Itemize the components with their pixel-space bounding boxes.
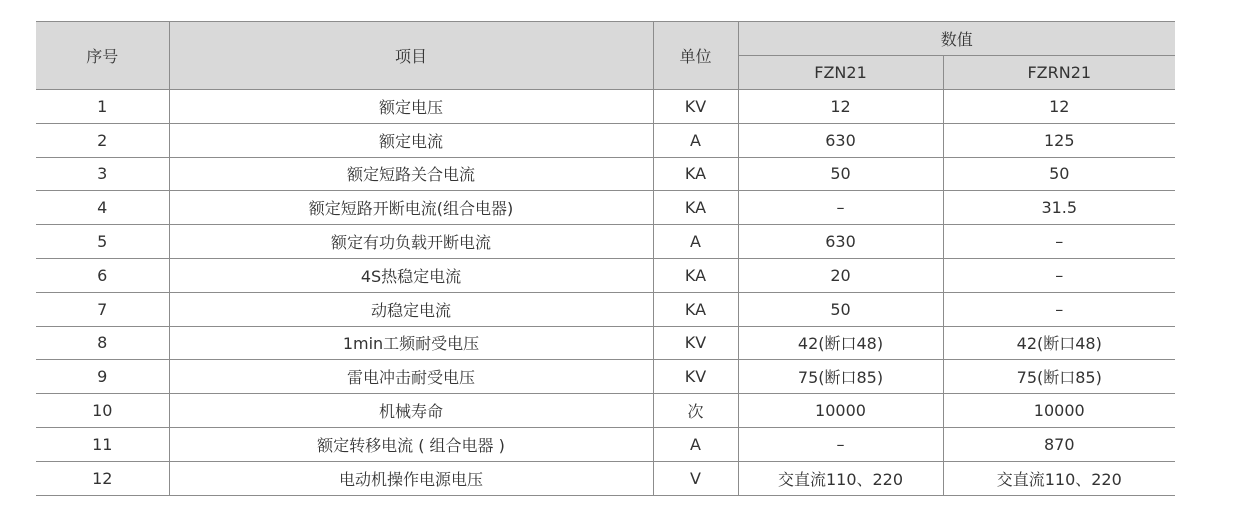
header-model-fzn21: FZN21 <box>738 56 943 90</box>
spec-table <box>36 21 1175 496</box>
cell-value-fzrn21: 31.5 <box>943 191 1175 225</box>
cell-value-fzn21: 12 <box>738 90 943 124</box>
cell-value-fzrn21: 125 <box>943 123 1175 157</box>
cell-unit: KV <box>653 326 738 360</box>
cell-unit: A <box>653 225 738 259</box>
cell-value-fzn21: – <box>738 427 943 461</box>
cell-value-fzn21: 10000 <box>738 394 943 428</box>
cell-index: 2 <box>36 123 169 157</box>
cell-value-fzrn21: 12 <box>943 90 1175 124</box>
header-item: 项目 <box>169 22 653 90</box>
cell-unit: KA <box>653 292 738 326</box>
cell-item: 额定短路关合电流 <box>169 157 653 191</box>
table-row <box>36 326 1175 360</box>
header-row-top <box>36 22 1175 56</box>
cell-value-fzrn21: 75(断口85) <box>943 360 1175 394</box>
header-index: 序号 <box>36 22 169 90</box>
cell-item: 动稳定电流 <box>169 292 653 326</box>
cell-value-fzn21: 630 <box>738 225 943 259</box>
cell-value-fzn21: 50 <box>738 157 943 191</box>
cell-value-fzn21: 75(断口85) <box>738 360 943 394</box>
table-row <box>36 191 1175 225</box>
cell-item: 额定电压 <box>169 90 653 124</box>
cell-unit: V <box>653 461 738 495</box>
cell-index: 10 <box>36 394 169 428</box>
table-row <box>36 225 1175 259</box>
cell-value-fzrn21: – <box>943 225 1175 259</box>
cell-index: 11 <box>36 427 169 461</box>
header-unit: 单位 <box>653 22 738 90</box>
cell-unit: KA <box>653 191 738 225</box>
cell-unit: A <box>653 427 738 461</box>
cell-index: 6 <box>36 258 169 292</box>
cell-index: 9 <box>36 360 169 394</box>
cell-value-fzn21: 630 <box>738 123 943 157</box>
cell-value-fzn21: 交直流110、220 <box>738 461 943 495</box>
table-row <box>36 427 1175 461</box>
cell-value-fzrn21: 10000 <box>943 394 1175 428</box>
table-row <box>36 258 1175 292</box>
cell-item: 额定短路开断电流(组合电器) <box>169 191 653 225</box>
cell-index: 1 <box>36 90 169 124</box>
table-row <box>36 461 1175 495</box>
cell-unit: A <box>653 123 738 157</box>
table-row <box>36 360 1175 394</box>
cell-value-fzn21: – <box>738 191 943 225</box>
cell-value-fzrn21: 870 <box>943 427 1175 461</box>
cell-item: 额定有功负载开断电流 <box>169 225 653 259</box>
table-row <box>36 123 1175 157</box>
table-row <box>36 157 1175 191</box>
cell-item: 额定电流 <box>169 123 653 157</box>
cell-value-fzn21: 50 <box>738 292 943 326</box>
cell-index: 7 <box>36 292 169 326</box>
cell-value-fzrn21: 交直流110、220 <box>943 461 1175 495</box>
cell-value-fzrn21: 42(断口48) <box>943 326 1175 360</box>
cell-value-fzn21: 20 <box>738 258 943 292</box>
cell-index: 4 <box>36 191 169 225</box>
table-row <box>36 292 1175 326</box>
cell-item: 雷电冲击耐受电压 <box>169 360 653 394</box>
cell-unit: KV <box>653 360 738 394</box>
cell-index: 5 <box>36 225 169 259</box>
cell-unit: 次 <box>653 394 738 428</box>
cell-value-fzrn21: – <box>943 258 1175 292</box>
table-row <box>36 394 1175 428</box>
cell-item: 电动机操作电源电压 <box>169 461 653 495</box>
cell-item: 4S热稳定电流 <box>169 258 653 292</box>
header-model-fzrn21: FZRN21 <box>943 56 1175 90</box>
cell-value-fzrn21: 50 <box>943 157 1175 191</box>
cell-value-fzn21: 42(断口48) <box>738 326 943 360</box>
cell-index: 12 <box>36 461 169 495</box>
table-row <box>36 90 1175 124</box>
cell-value-fzrn21: – <box>943 292 1175 326</box>
cell-unit: KA <box>653 157 738 191</box>
cell-index: 3 <box>36 157 169 191</box>
table-body <box>36 90 1175 496</box>
header-value-group: 数值 <box>738 22 1175 56</box>
cell-unit: KA <box>653 258 738 292</box>
cell-item: 1min工频耐受电压 <box>169 326 653 360</box>
cell-item: 额定转移电流 ( 组合电器 ) <box>169 427 653 461</box>
cell-item: 机械寿命 <box>169 394 653 428</box>
cell-unit: KV <box>653 90 738 124</box>
table-header <box>36 22 1175 90</box>
cell-index: 8 <box>36 326 169 360</box>
